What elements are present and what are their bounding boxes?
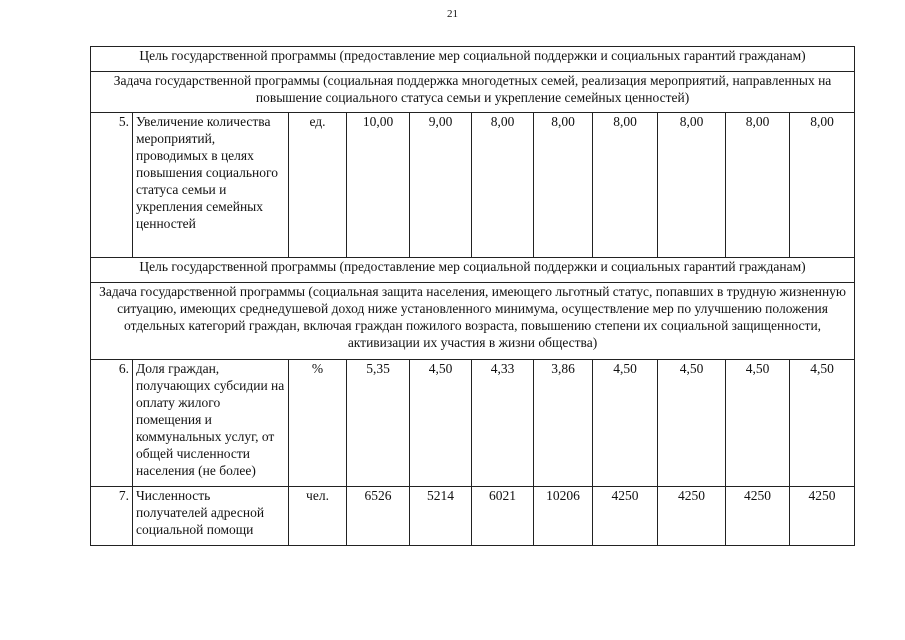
task-text: Задача государственной программы (социальная поддержка многодетных семей, реализация мероприятий, направленных на повышение социального статуса семьи и укрепление семейных ценностей) bbox=[91, 72, 855, 113]
goal-text: Цель государственной программы (предоставление мер социальной поддержки и социальных гарантий гражданам) bbox=[91, 47, 855, 72]
indicator-value: 4250 bbox=[658, 487, 726, 546]
indicator-value: 5,35 bbox=[347, 360, 410, 487]
indicator-value: 4250 bbox=[790, 487, 855, 546]
indicator-value: 8,00 bbox=[726, 113, 790, 258]
indicator-value: 6021 bbox=[472, 487, 534, 546]
indicator-value: 10206 bbox=[534, 487, 593, 546]
task-row bbox=[91, 72, 855, 113]
indicator-value: 4,50 bbox=[726, 360, 790, 487]
indicator-value: 5214 bbox=[410, 487, 472, 546]
indicator-number: 5. bbox=[91, 113, 133, 258]
indicator-number: 7. bbox=[91, 487, 133, 546]
goal-text: Цель государственной программы (предоставление мер социальной поддержки и социальных гарантий гражданам) bbox=[91, 258, 855, 283]
indicator-value: 8,00 bbox=[658, 113, 726, 258]
indicator-value: 8,00 bbox=[790, 113, 855, 258]
indicator-value: 9,00 bbox=[410, 113, 472, 258]
indicator-name: Увеличение количества мероприятий, проводимых в целях повышения социального статуса семьи и укрепления семейных ценностей bbox=[133, 113, 289, 258]
indicator-value: 4,33 bbox=[472, 360, 534, 487]
indicator-value: 3,86 bbox=[534, 360, 593, 487]
indicator-row bbox=[91, 487, 855, 546]
task-row bbox=[91, 283, 855, 360]
goal-row bbox=[91, 47, 855, 72]
indicator-unit: % bbox=[289, 360, 347, 487]
indicator-value: 6526 bbox=[347, 487, 410, 546]
indicator-value: 4,50 bbox=[790, 360, 855, 487]
indicator-row bbox=[91, 360, 855, 487]
indicator-value: 8,00 bbox=[472, 113, 534, 258]
indicator-name: Численность получателей адресной социальной помощи bbox=[133, 487, 289, 546]
task-text: Задача государственной программы (социальная защита населения, имеющего льготный статус, попавших в трудную жизненную ситуацию, имеющих среднедушевой доход ниже установленного минимума, осуществление мер по улучшению положения отдельных категорий граждан, включая граждан пожилого возраста, повышению степени их социальной защищенности, активизации их участия в жизни общества) bbox=[91, 283, 855, 360]
indicator-value: 4,50 bbox=[658, 360, 726, 487]
indicator-value: 4,50 bbox=[593, 360, 658, 487]
indicator-value: 4250 bbox=[726, 487, 790, 546]
indicator-unit: ед. bbox=[289, 113, 347, 258]
page-number: 21 bbox=[447, 8, 458, 20]
indicator-unit: чел. bbox=[289, 487, 347, 546]
indicator-number: 6. bbox=[91, 360, 133, 487]
indicator-value: 4250 bbox=[593, 487, 658, 546]
indicator-value: 10,00 bbox=[347, 113, 410, 258]
indicator-value: 8,00 bbox=[534, 113, 593, 258]
goal-row bbox=[91, 258, 855, 283]
indicator-value: 8,00 bbox=[593, 113, 658, 258]
indicator-name: Доля граждан, получающих субсидии на оплату жилого помещения и коммунальных услуг, от общей численности населения (не более) bbox=[133, 360, 289, 487]
indicator-row bbox=[91, 113, 855, 258]
indicator-value: 4,50 bbox=[410, 360, 472, 487]
program-indicators-table bbox=[90, 46, 855, 546]
